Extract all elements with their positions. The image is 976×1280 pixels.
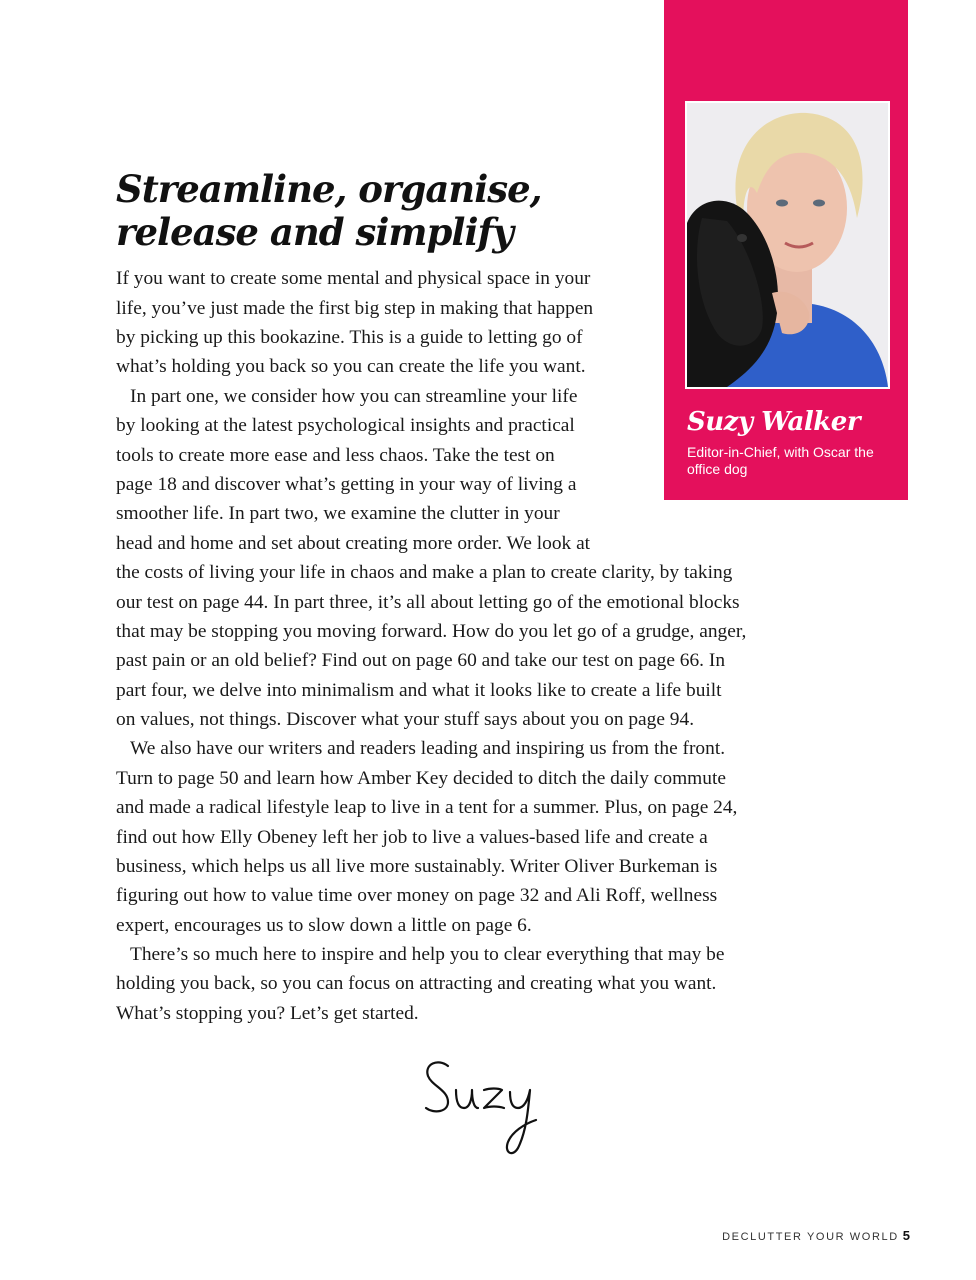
body-line: smoother life. In part two, we examine the clutter in your — [116, 503, 560, 524]
body-line: that may be stopping you moving forward. How do you let go of a grudge, anger, — [116, 621, 747, 642]
body-line: head and home and set about creating more order. We look at — [116, 533, 591, 554]
body-line: There’s so much here to inspire and help you to clear everything that may be — [130, 944, 725, 965]
body-line: find out how Elly Obeney left her job to live a values-based life and create a — [116, 827, 708, 848]
publication-name: DECLUTTER YOUR WORLD — [722, 1231, 899, 1243]
body-line: tools to create more ease and less chaos. Take the test on — [116, 445, 555, 466]
handwritten-signature — [418, 1052, 548, 1162]
editor-photo — [685, 101, 890, 389]
editor-caption: Editor-in-Chief, with Oscar the office dog — [687, 444, 874, 477]
body-line: If you want to create some mental and physical space in your — [116, 268, 591, 289]
editor-name: Suzy Walker — [687, 407, 861, 437]
section-kicker: EDITOR’S LETTER — [69, 75, 224, 89]
body-line: page 18 and discover what’s getting in your way of living a — [116, 474, 577, 495]
body-line: by picking up this bookazine. This is a guide to letting go of — [116, 327, 583, 348]
body-line: Turn to page 50 and learn how Amber Key decided to ditch the daily commute — [116, 768, 726, 789]
body-line: past pain or an old belief? Find out on page 60 and take our test on page 66. In — [116, 650, 726, 671]
body-line: We also have our writers and readers leading and inspiring us from the front. — [130, 738, 726, 759]
article-headline — [116, 168, 636, 254]
body-line: by looking at the latest psychological insights and practical — [116, 415, 575, 436]
body-line: What’s stopping you? Let’s get started. — [116, 1003, 419, 1024]
body-line: expert, encourages us to slow down a little on page 6. — [116, 915, 532, 936]
headline-line-2: release and simplify — [116, 210, 513, 254]
body-line: business, which helps us all live more sustainably. Writer Oliver Burkeman is — [116, 856, 718, 877]
body-line: our test on page 44. In part three, it’s all about letting go of the emotional blocks — [116, 592, 740, 613]
body-line: the costs of living your life in chaos and make a plan to create clarity, by taking — [116, 562, 733, 583]
body-line: life, you’ve just made the first big step in making that happen — [116, 298, 594, 319]
body-line: part four, we delve into minimalism and what it looks like to create a life built — [116, 680, 722, 701]
body-line: on values, not things. Discover what your stuff says about you on page 94. — [116, 709, 695, 730]
body-line: In part one, we consider how you can streamline your life — [130, 386, 578, 407]
body-line: and made a radical lifestyle leap to live in a tent for a summer. Plus, on page 24, — [116, 797, 738, 818]
body-line: holding you back, so you can focus on attracting and creating what you want. — [116, 973, 717, 994]
body-line: what’s holding you back so you can create the life you want. — [116, 356, 586, 377]
headline-line-1: Streamline, organise, — [116, 167, 542, 211]
body-line: figuring out how to value time over money on page 32 and Ali Roff, wellness — [116, 885, 718, 906]
page-number: 5 — [902, 1228, 910, 1243]
page-footer — [722, 1228, 910, 1243]
